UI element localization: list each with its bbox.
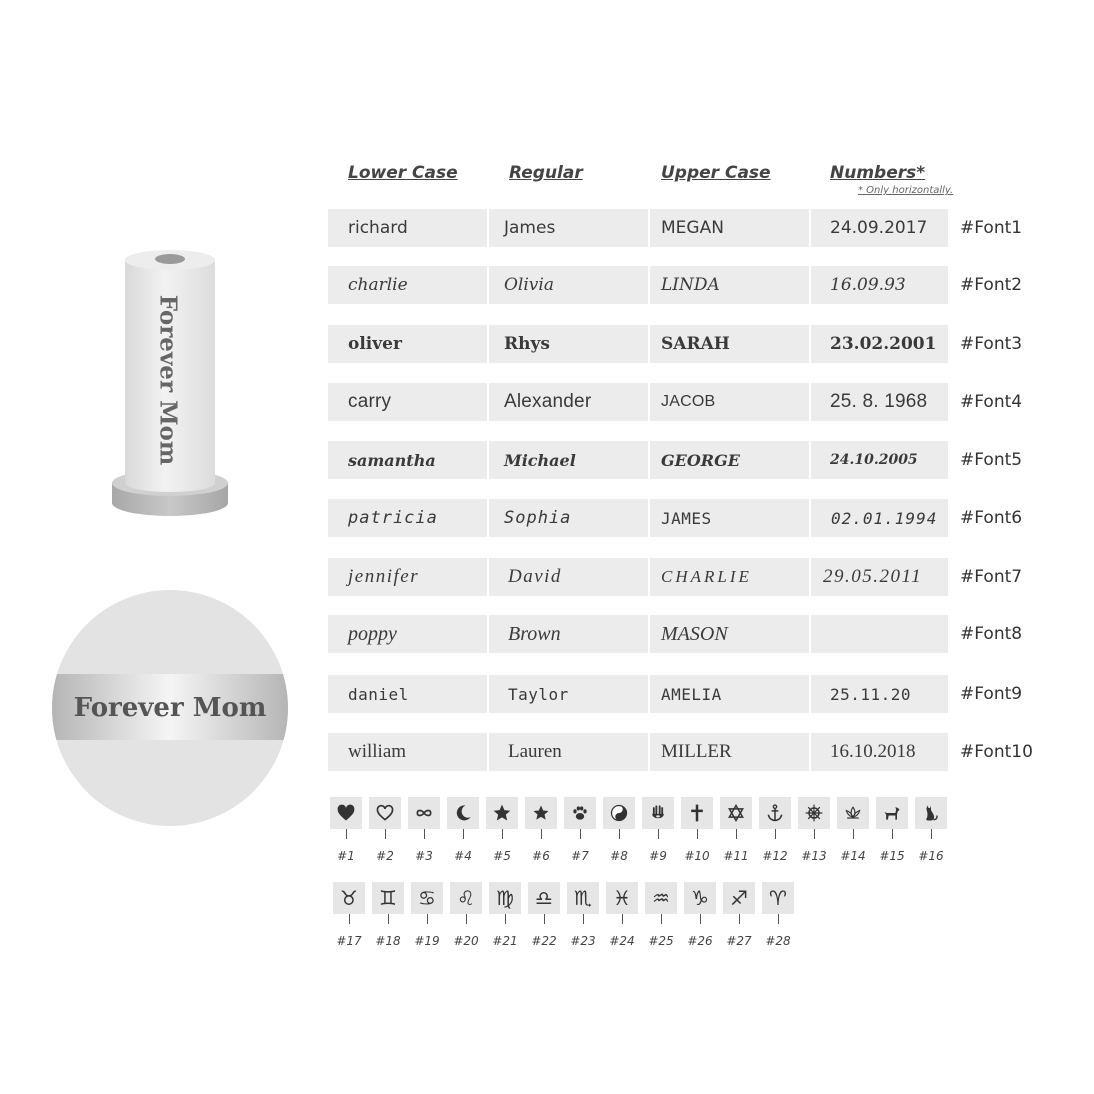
regular-sample: Michael [489, 441, 648, 479]
upper-case-sample: MEGAN [650, 209, 809, 247]
symbol-18[interactable] [372, 882, 404, 914]
font-row-10[interactable] [328, 733, 1033, 771]
cancer-icon: ♋ [418, 886, 436, 910]
upper-case-sample: MASON [650, 615, 809, 653]
star-icon [531, 803, 551, 823]
symbol-21[interactable] [489, 882, 521, 914]
symbol-label: #14 [840, 849, 866, 863]
upper-case-sample: GEORGE [650, 441, 809, 479]
font-row-3[interactable] [328, 325, 1023, 363]
numbers-sample: 24.09.2017 [811, 209, 948, 247]
symbol-20[interactable] [450, 882, 482, 914]
upper-case-sample: AMELIA [650, 675, 809, 713]
symbol-label: #21 [492, 934, 518, 948]
connector-line [583, 914, 584, 924]
connector-line [427, 914, 428, 924]
connector-line [502, 829, 503, 839]
lotus-icon [843, 803, 863, 823]
symbol-6[interactable] [525, 797, 557, 829]
connector-line [739, 914, 740, 924]
connector-line [814, 829, 815, 839]
symbol-12[interactable] [759, 797, 791, 829]
lower-case-sample: william [328, 733, 487, 771]
symbol-label: #15 [879, 849, 905, 863]
symbol-label: #8 [610, 849, 628, 863]
connector-line [505, 914, 506, 924]
connector-line [385, 829, 386, 839]
dog-icon [882, 803, 902, 823]
regular-sample: Rhys [489, 325, 648, 363]
cross-icon [687, 803, 707, 823]
regular-sample: Brown [489, 615, 648, 653]
aries-icon: ♈ [769, 886, 787, 910]
connector-line [892, 829, 893, 839]
font-label: #Font5 [960, 450, 1023, 470]
symbol-label: #23 [570, 934, 596, 948]
lower-case-sample: patricia [328, 499, 487, 537]
symbol-9[interactable] [642, 797, 674, 829]
numbers-sample: 24.10.2005 [811, 441, 948, 479]
lower-case-sample: jennifer [328, 558, 487, 596]
numbers-sample: 02.01.1994 [811, 499, 948, 537]
header-numbers: Numbers* [830, 163, 926, 183]
hamsa-icon [648, 803, 668, 823]
lower-case-sample: charlie [328, 266, 487, 304]
symbol-label: #18 [375, 934, 401, 948]
symbol-label: #6 [532, 849, 550, 863]
symbol-label: #9 [649, 849, 667, 863]
star-icon [492, 803, 512, 823]
lower-case-sample: poppy [328, 615, 487, 653]
upper-case-sample: JACOB [650, 383, 809, 421]
symbol-1[interactable] [330, 797, 362, 829]
symbol-label: #24 [609, 934, 635, 948]
font-row-8[interactable] [328, 615, 1023, 653]
symbol-23[interactable] [567, 882, 599, 914]
symbol-label: #16 [918, 849, 944, 863]
numbers-sample: 25. 8. 1968 [811, 383, 948, 421]
connector-line [931, 829, 932, 839]
symbol-28[interactable] [762, 882, 794, 914]
connector-line [775, 829, 776, 839]
font-label: #Font2 [960, 275, 1023, 295]
font-label: #Font4 [960, 392, 1023, 412]
symbol-label: #26 [687, 934, 713, 948]
upper-case-sample: MILLER [650, 733, 809, 771]
connector-line [346, 829, 347, 839]
font-row-1[interactable] [328, 209, 1023, 247]
symbol-label: #4 [454, 849, 472, 863]
cat-icon [921, 803, 941, 823]
ship-wheel-icon [804, 803, 824, 823]
infinity-icon [414, 803, 434, 823]
virgo-icon: ♍ [496, 886, 514, 910]
sagittarius-icon: ♐ [730, 886, 748, 910]
connector-line [697, 829, 698, 839]
font-row-4[interactable] [328, 383, 1023, 421]
font-label: #Font3 [960, 334, 1023, 354]
connector-line [544, 914, 545, 924]
anchor-icon [765, 803, 785, 823]
lower-case-sample: oliver [328, 325, 487, 363]
connector-line [388, 914, 389, 924]
symbol-label: #19 [414, 934, 440, 948]
numbers-sample: 23.02.2001 [811, 325, 948, 363]
numbers-sample: 29.05.2011 [811, 558, 948, 596]
numbers-sample [811, 615, 948, 653]
font-row-6[interactable] [328, 499, 1023, 537]
symbol-7[interactable] [564, 797, 596, 829]
symbol-13[interactable] [798, 797, 830, 829]
symbol-label: #12 [762, 849, 788, 863]
regular-sample: David [489, 558, 648, 596]
numbers-sample: 16.10.2018 [811, 733, 948, 771]
connector-line [349, 914, 350, 924]
lower-case-sample: carry [328, 383, 487, 421]
leo-icon: ♌ [457, 886, 475, 910]
font-label: #Font6 [960, 508, 1023, 528]
connector-line [463, 829, 464, 839]
symbol-label: #10 [684, 849, 710, 863]
upper-case-sample: LINDA [650, 266, 809, 304]
moon-icon [453, 803, 473, 823]
connector-line [424, 829, 425, 839]
circle-engraving-text: Forever Mom [73, 693, 267, 723]
header-upper-case: Upper Case [661, 163, 771, 183]
connector-line [466, 914, 467, 924]
connector-line [736, 829, 737, 839]
symbol-24[interactable] [606, 882, 638, 914]
capricorn-icon: ♑ [691, 886, 709, 910]
connector-line [619, 829, 620, 839]
font-row-5[interactable] [328, 441, 1023, 479]
upper-case-sample: SARAH [650, 325, 809, 363]
font-label: #Font8 [960, 624, 1023, 644]
font-row-9[interactable] [328, 675, 1023, 713]
cylinder-engraving-text: Forever Mom [154, 294, 182, 466]
lower-case-sample: daniel [328, 675, 487, 713]
scorpio-icon: ♏ [574, 886, 592, 910]
paw-icon [570, 803, 590, 823]
symbol-label: #13 [801, 849, 827, 863]
lower-case-sample: samantha [328, 441, 487, 479]
aquarius-icon: ♒ [652, 886, 670, 910]
symbol-label: #27 [726, 934, 752, 948]
symbol-label: #5 [493, 849, 511, 863]
symbol-8[interactable] [603, 797, 635, 829]
symbol-2[interactable] [369, 797, 401, 829]
symbol-10[interactable] [681, 797, 713, 829]
symbol-4[interactable] [447, 797, 479, 829]
symbol-15[interactable] [876, 797, 908, 829]
connector-line [580, 829, 581, 839]
star-of-david-icon [726, 803, 746, 823]
connector-line [661, 914, 662, 924]
font-label: #Font9 [960, 684, 1023, 704]
symbol-16[interactable] [915, 797, 947, 829]
symbol-label: #25 [648, 934, 674, 948]
regular-sample: Alexander [489, 383, 648, 421]
symbol-22[interactable] [528, 882, 560, 914]
pisces-icon: ♓ [613, 886, 631, 910]
connector-line [658, 829, 659, 839]
numbers-sample: 25.11.20 [811, 675, 948, 713]
font-label: #Font1 [960, 218, 1023, 238]
symbol-label: #28 [765, 934, 791, 948]
yin-yang-icon [609, 803, 629, 823]
taurus-icon: ♉ [340, 886, 358, 910]
numbers-note: * Only horizontally. [858, 185, 954, 196]
gemini-icon: ♊ [379, 886, 397, 910]
font-row-7[interactable] [328, 558, 1023, 596]
heart-icon [336, 803, 356, 823]
font-label: #Font7 [960, 567, 1023, 587]
symbol-label: #7 [571, 849, 589, 863]
symbol-26[interactable] [684, 882, 716, 914]
symbol-11[interactable] [720, 797, 752, 829]
header-lower-case: Lower Case [348, 163, 458, 183]
regular-sample: Sophia [489, 499, 648, 537]
symbol-19[interactable] [411, 882, 443, 914]
symbol-14[interactable] [837, 797, 869, 829]
symbol-label: #1 [337, 849, 355, 863]
symbol-3[interactable] [408, 797, 440, 829]
connector-line [700, 914, 701, 924]
font-label: #Font10 [960, 742, 1033, 762]
symbol-27[interactable] [723, 882, 755, 914]
symbol-label: #22 [531, 934, 557, 948]
connector-line [622, 914, 623, 924]
regular-sample: Lauren [489, 733, 648, 771]
regular-sample: James [489, 209, 648, 247]
heart-outline-icon [375, 803, 395, 823]
symbol-label: #17 [336, 934, 362, 948]
connector-line [778, 914, 779, 924]
symbol-17[interactable] [333, 882, 365, 914]
symbol-label: #3 [415, 849, 433, 863]
symbol-label: #20 [453, 934, 479, 948]
connector-line [853, 829, 854, 839]
numbers-sample: 16.09.93 [811, 266, 948, 304]
regular-sample: Olivia [489, 266, 648, 304]
connector-line [541, 829, 542, 839]
libra-icon: ♎ [535, 886, 553, 910]
symbol-label: #2 [376, 849, 394, 863]
symbol-label: #11 [723, 849, 749, 863]
upper-case-sample: JAMES [650, 499, 809, 537]
symbol-5[interactable] [486, 797, 518, 829]
lower-case-sample: richard [328, 209, 487, 247]
symbol-25[interactable] [645, 882, 677, 914]
font-row-2[interactable] [328, 266, 1023, 304]
header-regular: Regular [509, 163, 583, 183]
regular-sample: Taylor [489, 675, 648, 713]
upper-case-sample: CHARLIE [650, 558, 809, 596]
